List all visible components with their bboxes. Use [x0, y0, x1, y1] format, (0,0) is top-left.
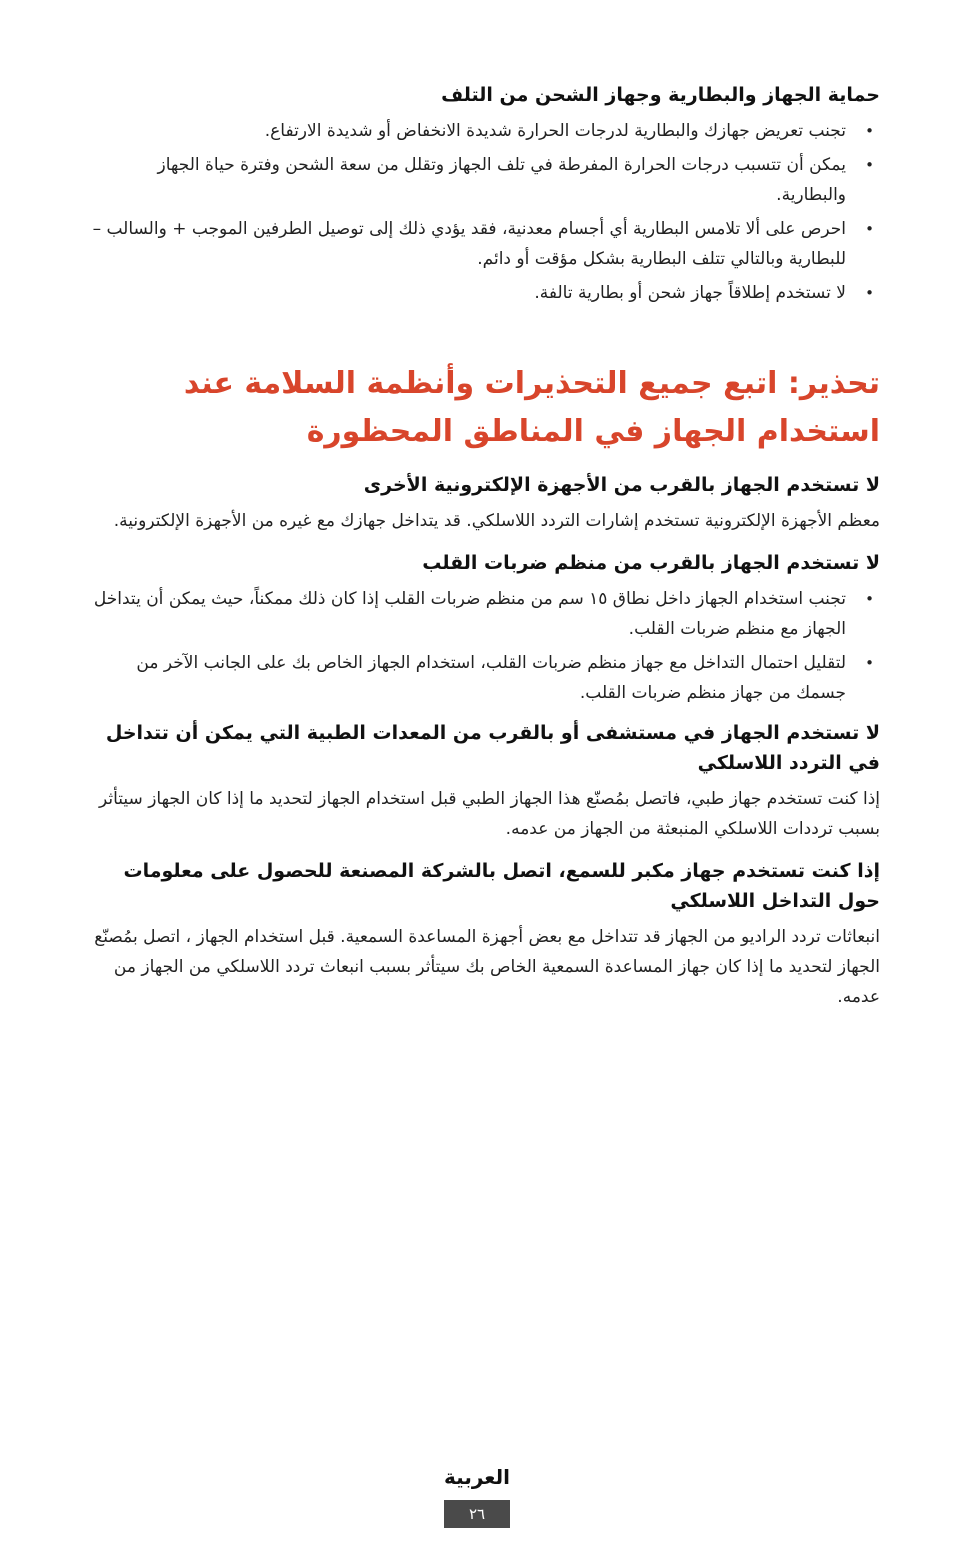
list-item [84, 278, 880, 308]
bullet-icon: • [865, 284, 874, 302]
hospital-section [84, 718, 880, 844]
document-page [84, 72, 880, 1024]
bullet-icon: • [865, 220, 874, 238]
electronics-heading: لا تستخدم الجهاز بالقرب من الأجهزة الإلكترونية الأخرى [363, 474, 880, 496]
page-footer [0, 1462, 954, 1528]
list-item-text: يمكن أن تتسبب درجات الحرارة المفرطة في تلف الجهاز وتقلل من سعة الشحن وفترة حياة الجهاز والبطارية. [157, 155, 846, 205]
battery-protection-list [84, 116, 880, 308]
list-item [84, 648, 880, 708]
pacemaker-section [84, 548, 880, 708]
hospital-text: إذا كنت تستخدم جهاز طبي، فاتصل بمُصنّع هذا الجهاز الطبي قبل استخدام الجهاز لتحديد ما إذا كان الجهاز سيتأثر بسبب ترددات اللاسلكي المنبعثة من الجهاز من عدمه. [99, 789, 880, 839]
list-item-text: احرص على ألا تلامس البطارية أي أجسام معدنية، فقد يؤدي ذلك إلى توصيل الطرفين الموجب + والسالب – للبطارية وبالتالي تتلف البطارية بشكل مؤقت أو دائم. [92, 219, 846, 269]
bullet-icon: • [865, 654, 874, 672]
list-item-text: تجنب تعريض جهازك والبطارية لدرجات الحرارة شديدة الانخفاض أو شديدة الارتفاع. [264, 121, 846, 141]
list-item [84, 150, 880, 210]
bullet-icon: • [865, 590, 874, 608]
footer-language-label: العربية [444, 1465, 510, 1489]
electronics-section [84, 470, 880, 536]
pacemaker-heading: لا تستخدم الجهاز بالقرب من منظم ضربات القلب [422, 552, 880, 574]
list-item-text: لتقليل احتمال التداخل مع جهاز منظم ضربات القلب، استخدام الجهاز الخاص بك على الجانب الآخر من جسمك من جهاز منظم ضربات القلب. [136, 653, 846, 703]
list-item [84, 584, 880, 644]
bullet-icon: • [865, 156, 874, 174]
battery-protection-section [84, 80, 880, 308]
hospital-heading: لا تستخدم الجهاز في مستشفى أو بالقرب من المعدات الطبية التي يمكن أن تتداخل في التردد اللاسلكي [105, 722, 880, 774]
page-number-badge: ٢٦ [444, 1500, 510, 1528]
pacemaker-list [84, 584, 880, 708]
battery-protection-heading: حماية الجهاز والبطارية وجهاز الشحن من التلف [441, 84, 880, 106]
hearing-aid-text: انبعاثات تردد الراديو من الجهاز قد تتداخل مع بعض أجهزة المساعدة السمعية. قبل استخدام الجهاز ، اتصل بمُصنّع الجهاز لتحديد ما إذا كان جهاز المساعدة السمعية الخاص بك سيتأثر بسبب انبعاث تردد اللاسلكي من الجهاز من عدمه. [94, 927, 880, 1007]
bullet-icon: • [865, 122, 874, 140]
list-item [84, 214, 880, 274]
hearing-aid-section [84, 856, 880, 1012]
list-item-text: تجنب استخدام الجهاز داخل نطاق ١٥ سم من منظم ضربات القلب إذا كان ذلك ممكناً، حيث يمكن أن يتداخل الجهاز مع منظم ضربات القلب. [93, 589, 846, 639]
warning-heading: تحذير: اتبع جميع التحذيرات وأنظمة السلامة عند استخدام الجهاز في المناطق المحظورة [183, 366, 880, 449]
electronics-text: معظم الأجهزة الإلكترونية تستخدم إشارات التردد اللاسلكي. قد يتداخل جهازك مع غيره من الأجهزة الإلكترونية. [113, 511, 880, 531]
list-item [84, 116, 880, 146]
list-item-text: لا تستخدم إطلاقاً جهاز شحن أو بطارية تالفة. [534, 283, 846, 303]
hearing-aid-heading: إذا كنت تستخدم جهاز مكبر للسمع، اتصل بالشركة المصنعة للحصول على معلومات حول التداخل اللاسلكي [123, 860, 880, 912]
